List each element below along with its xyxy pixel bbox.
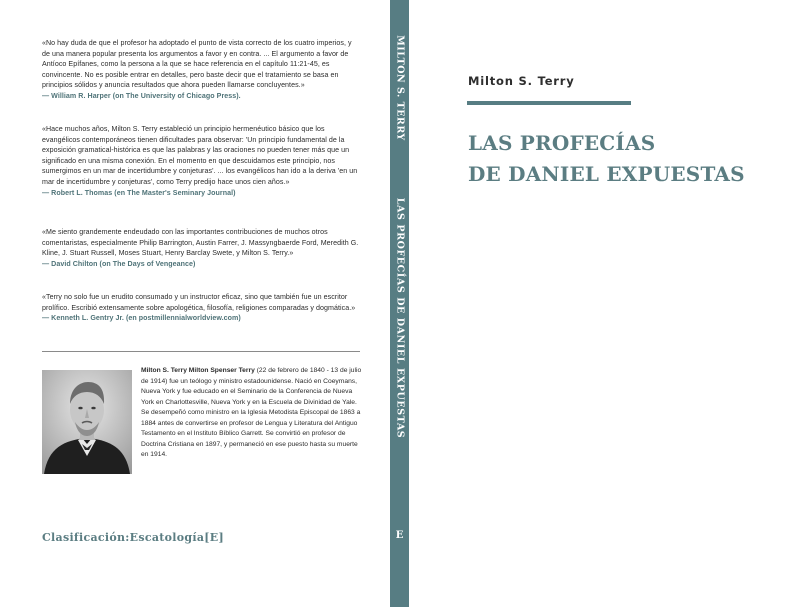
review-thomas [42,124,360,198]
author-biography [141,366,363,461]
book-spine [390,0,409,607]
back-cover [0,0,390,607]
review-attribution: — Kenneth L. Gentry Jr. (en postmillennialworldview.com) [42,314,241,323]
title-line-2: DE DANIEL EXPUESTAS [468,162,745,186]
review-chilton [42,227,360,269]
review-quote: «Me siento grandemente endeudado con las importantes contribuciones de muchos otros comentaristas, especialmente Philip Barrington, Austin Farrer, J. Massyngbaerde Ford, Meredith G. Kline, J. Stuart Russell, Moses Stuart, Henry Barclay Swete, y Milton S. Terry.» [42,228,359,258]
cover-author: Milton S. Terry [468,74,575,88]
title-line-1: LAS PROFECÍAS [468,131,656,155]
spine-title: LAS PROFECÍAS DE DANIEL EXPUESTAS [394,197,405,439]
review-harper [42,38,360,102]
review-attribution: — David Chilton (on The Days of Vengeance) [42,259,196,268]
portrait-illustration [42,370,132,474]
bio-name: Milton S. Terry Milton Spenser Terry [141,367,255,374]
bio-text: (22 de febrero de 1840 - 13 de julio de 1914) fue un teólogo y ministro estadounidense. Nació en Coeymans, Nueva York y fue educado en el Seminario de la Conferencia de Nueva York en Charlottesville, Nueva York y en la Escuela de Divinidad de Yale. Se desempeñó como ministro en la Iglesia Metodista Episcopal de 1863 a 1884 antes de convertirse en profesor de Lengua y Literatura del Antiguo Testamento en el Instituto Bíblico Garrett. Se convirtió en profesor de Doctrina Cristiana en 1897, y permaneció en ese puesto hasta su muerte en 1914. [141,367,362,458]
review-gentry [42,292,360,324]
author-underline [467,101,631,105]
review-quote: «Terry no solo fue un erudito consumado y un instructor eficaz, sino que también fue un escritor prolífico. Escribió extensamente sobre apologética, filosofía, religiones comparadas y dogmática.» [42,293,356,312]
spine-publisher-mark: E [395,530,404,541]
review-quote: «No hay duda de que el profesor ha adoptado el punto de vista correcto de los cuatro imperios, y de una manera popular presenta los argumentos a favor y en contra. ... El argumento a favor de Antíoco Epífanes, como la persona a la que se hace referencia en el capítulo 11:21-45, es convincente. No es posible entrar en detalles, pero baste decir que el tratamiento se basa en principios sólidos y anuncia resultados que ahora pueden llamarse concluyentes.» [42,39,352,90]
section-divider [42,351,360,352]
review-attribution: — Robert L. Thomas (en The Master's Seminary Journal) [42,188,236,197]
author-portrait [42,370,132,474]
front-cover [409,0,800,607]
review-attribution: — William R. Harper (on The University of Chicago Press). [42,91,241,100]
book-title [468,128,745,190]
spine-author: MILTON S. TERRY [394,35,405,141]
classification-label: Clasificación:Escatología[E] [42,531,224,544]
review-quote: «Hace muchos años, Milton S. Terry estableció un principio hermenéutico básico que los evangélicos contemporáneos tienen dificultades para observar: 'Un principio fundamental de la exposición gramatical-histórica es que las palabras y las oraciones no pueden tener más que un significado en una misma conexión. En el momento en que descuidamos este principio, nos sumergimos en un mar de incertidumbre y conjeturas'. ... los evangélicos han ido a la deriva 'en un mar de incertidumbre y conjeturas', como Terry predijo hace unos cien años.» [42,125,358,186]
